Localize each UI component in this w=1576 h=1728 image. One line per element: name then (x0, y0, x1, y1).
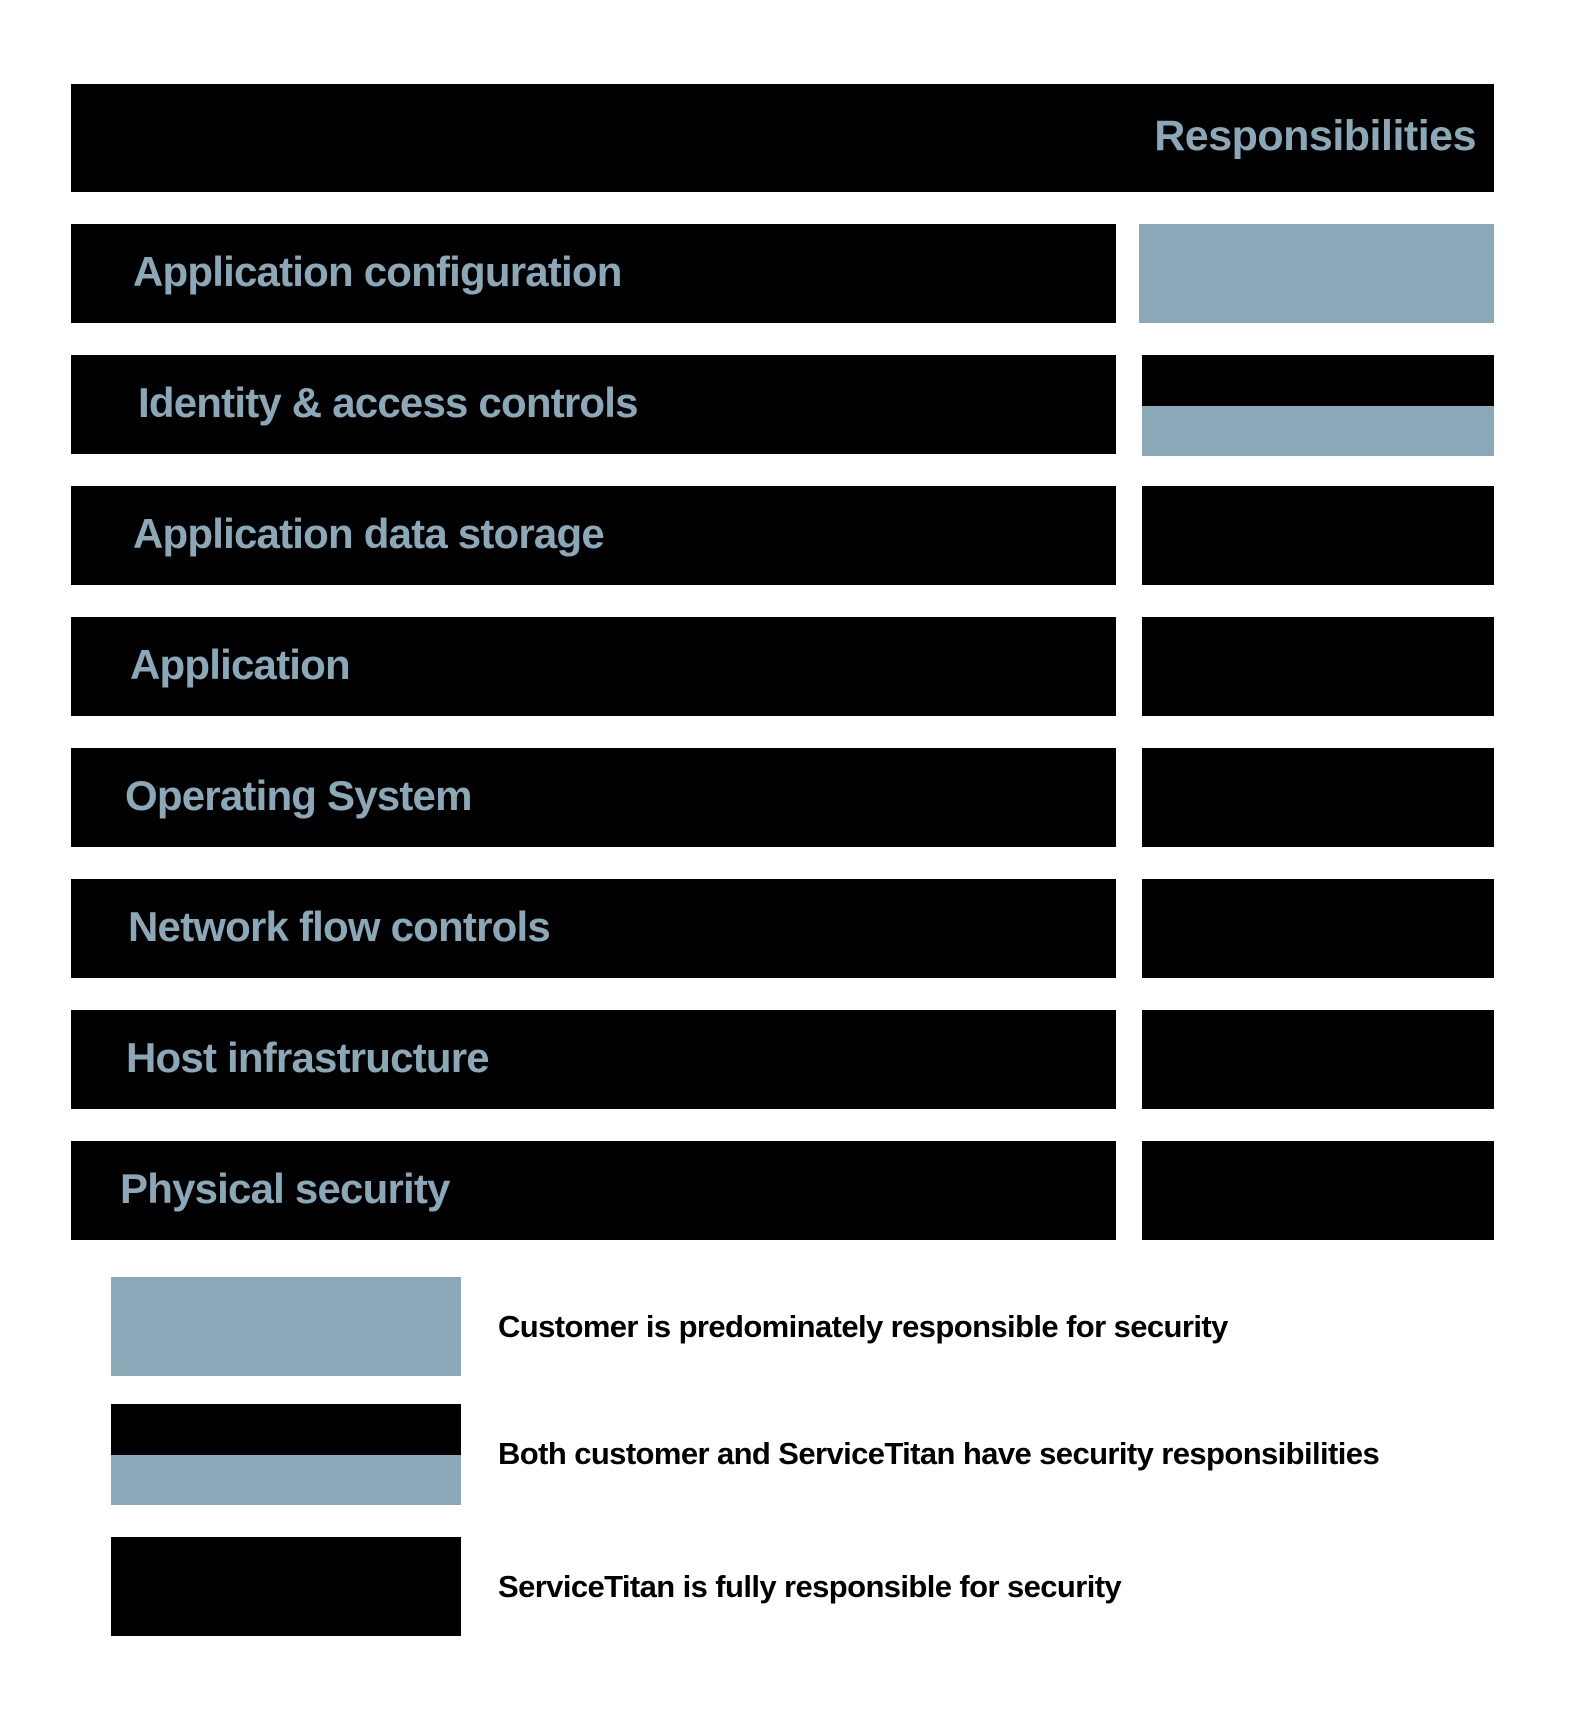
layer-label-row (71, 748, 1116, 847)
layer-label-row (71, 486, 1116, 585)
responsibility-cell-servicetitan (1142, 879, 1494, 978)
layer-label-row (71, 355, 1116, 454)
layer-label: Network flow controls (128, 903, 550, 950)
legend-text: ServiceTitan is fully responsible for security (498, 1569, 1122, 1604)
legend-swatch-customer (111, 1277, 461, 1376)
header-title: Responsibilities (1154, 112, 1476, 160)
layer-label-row (71, 224, 1116, 323)
layer-label: Physical security (120, 1165, 450, 1212)
legend-swatch-shared (111, 1404, 461, 1505)
responsibility-cell-customer (1139, 224, 1494, 323)
layer-label: Identity & access controls (138, 379, 638, 426)
header-bar (71, 84, 1494, 192)
responsibility-cell-servicetitan (1142, 748, 1494, 847)
responsibility-cell-servicetitan (1142, 486, 1494, 585)
legend-swatch-servicetitan (111, 1537, 461, 1636)
responsibility-cell-shared (1142, 355, 1494, 456)
layer-label-row (71, 1141, 1116, 1240)
layer-label: Application configuration (133, 248, 622, 295)
layer-label-row (71, 1010, 1116, 1109)
layer-label: Application (130, 641, 350, 688)
responsibility-cell-servicetitan (1142, 1141, 1494, 1240)
layer-label: Application data storage (133, 510, 604, 557)
legend-text: Both customer and ServiceTitan have security responsibilities (498, 1436, 1380, 1471)
layer-label: Operating System (125, 772, 472, 819)
legend-text: Customer is predominately responsible for security (498, 1309, 1228, 1344)
layer-label-row (71, 617, 1116, 716)
responsibility-cell-servicetitan (1142, 617, 1494, 716)
layer-label: Host infrastructure (126, 1034, 489, 1081)
responsibility-cell-servicetitan (1142, 1010, 1494, 1109)
layer-label-row (71, 879, 1116, 978)
